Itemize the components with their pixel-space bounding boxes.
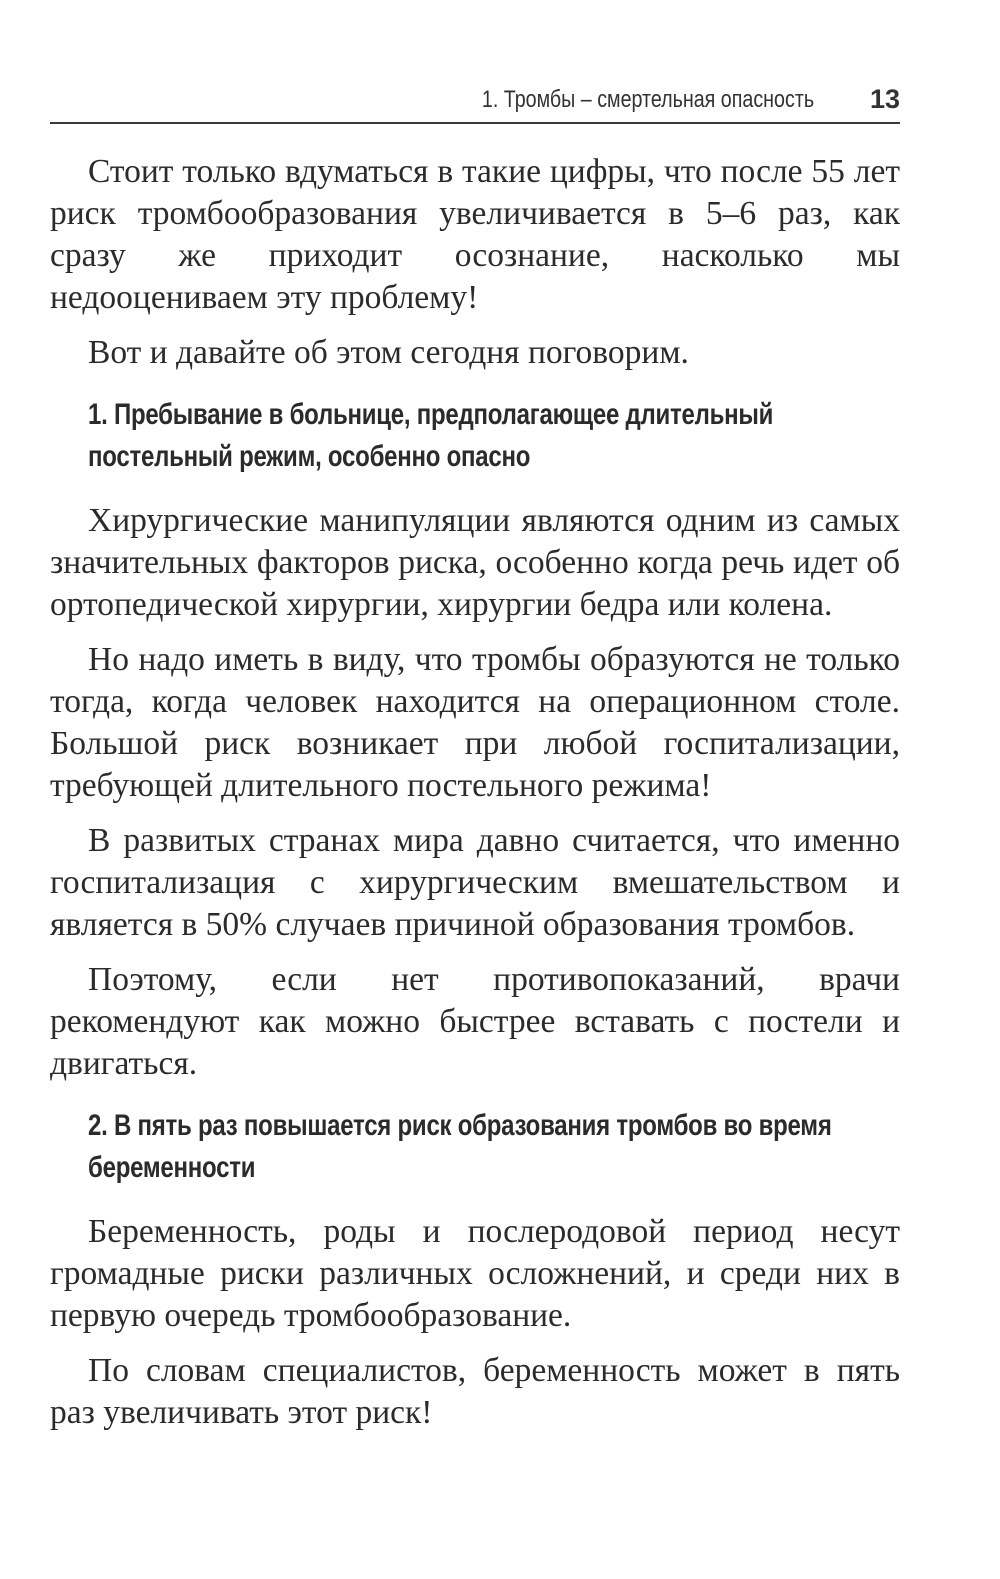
page-number: 13 <box>869 84 900 114</box>
paragraph-5: В развитых странах мира давно считается, что именно госпитализация с хирургическим вмешательством и является в 50% случаев причиной образования тромбов. <box>50 822 900 943</box>
paragraph-7: Беременность, роды и послеродовой период несут громадные риски различных осложнений, и среди них в первую очередь тромбообразование. <box>50 1213 900 1334</box>
paragraph-4: Но надо иметь в виду, что тромбы образуются не только тогда, когда человек находится на операционном столе. Большой риск возникает при любой госпитализации, требующей длительного постельного режима! <box>50 641 900 804</box>
paragraph-1: Стоит только вдуматься в такие цифры, что после 55 лет риск тромбообразования увеличивается в 5–6 раз, как сразу же приходит осознание, насколько мы недооцениваем эту проблему! <box>50 153 900 316</box>
paragraph-3: Хирургические манипуляции являются одним из самых значительных факторов риска, особенно когда речь идет об ортопедической хирургии, хирургии бедра или колена. <box>50 502 900 623</box>
paragraph-2: Вот и давайте об этом сегодня поговорим. <box>88 334 689 371</box>
running-title: 1. Тромбы – смертельная опасность <box>481 86 814 113</box>
paragraph-8: По словам специалистов, беременность может в пять раз увеличивать этот риск! <box>50 1352 900 1431</box>
paragraph-6: Поэтому, если нет противопоказаний, врачи рекомендуют как можно быстрее вставать с постели и двигаться. <box>50 961 900 1082</box>
section-heading-1: 1. Пребывание в больнице, предполагающее длительный постельный режим, особенно опасно <box>88 398 774 473</box>
running-head <box>50 82 900 124</box>
section-heading-2: 2. В пять раз повышается риск образования тромбов во время беременности <box>88 1109 832 1184</box>
book-page <box>50 0 900 1579</box>
page-body <box>50 151 900 1447</box>
